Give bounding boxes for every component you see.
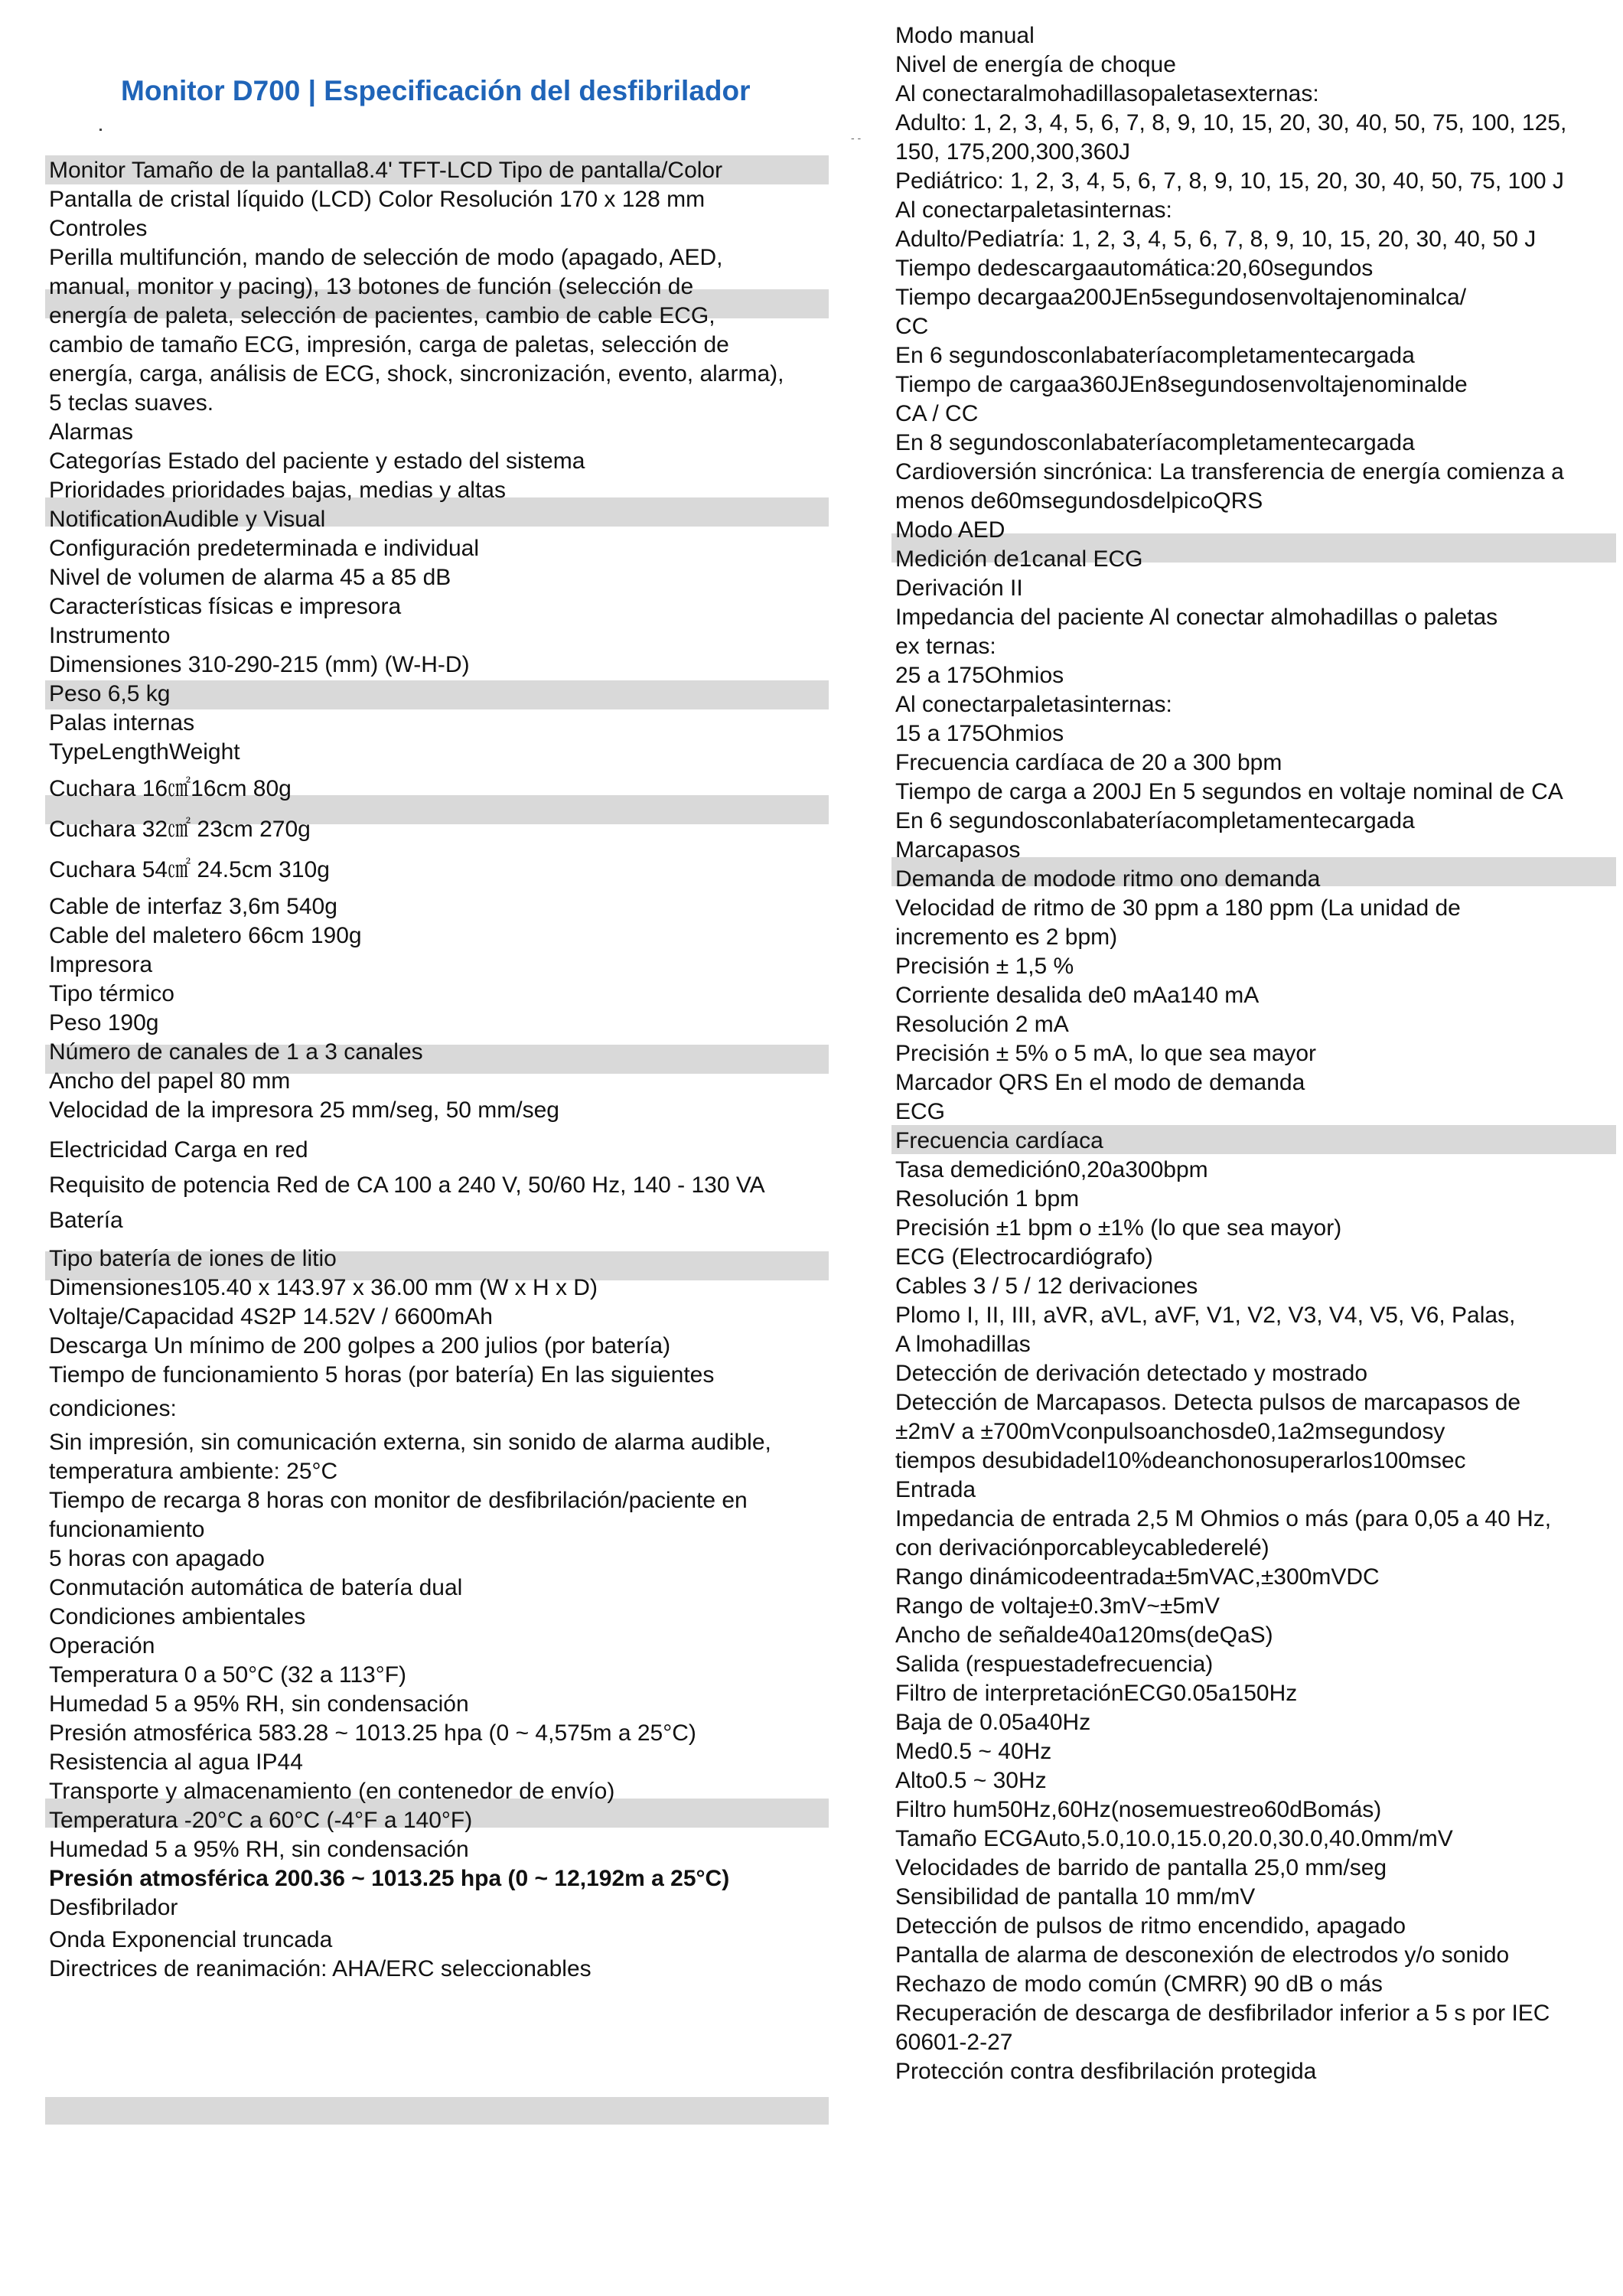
left-spec-line: Ancho del papel 80 mm — [49, 1068, 291, 1094]
right-spec-line: Precisión ± 1,5 % — [895, 954, 1074, 979]
left-spec-line: Cuchara 32㎠ 23cm 270g — [49, 817, 311, 842]
right-spec-line: Impedancia de entrada 2,5 M Ohmios o más (para 0,05 a 40 Hz, — [895, 1506, 1552, 1531]
right-spec-line: Resolución 1 bpm — [895, 1186, 1080, 1212]
right-spec-line: Medición de1canal ECG — [895, 546, 1143, 572]
title-dot — [99, 129, 102, 131]
right-spec-line: Derivación II — [895, 576, 1023, 601]
right-spec-line: ex ternas: — [895, 634, 996, 659]
left-spec-line: TypeLengthWeight — [49, 739, 240, 765]
left-spec-line: Presión atmosférica 200.36 ~ 1013.25 hpa (0 ~ 12,192m a 25°C) — [49, 1866, 730, 1891]
left-spec-line: Onda Exponencial truncada — [49, 1927, 333, 1952]
right-spec-line: Pediátrico: 1, 2, 3, 4, 5, 6, 7, 8, 9, 10, 15, 20, 30, 40, 50, 75, 100 J — [895, 168, 1564, 194]
right-spec-line: Al conectaralmohadillasopaletasexternas: — [895, 81, 1319, 106]
left-spec-line: Alarmas — [49, 419, 134, 445]
right-spec-line: Velocidad de ritmo de 30 ppm a 180 ppm (La unidad de — [895, 895, 1461, 921]
right-spec-line: Tiempo de cargaa360JEn8segundosenvoltajenominalde — [895, 372, 1468, 397]
right-spec-line: ECG (Electrocardiógrafo) — [895, 1244, 1153, 1270]
left-spec-line: Electricidad Carga en red — [49, 1137, 308, 1163]
left-spec-line: Cuchara 54㎠ 24.5cm 310g — [49, 857, 330, 882]
right-spec-line: Modo manual — [895, 23, 1035, 48]
left-spec-line: Dimensiones 310-290-215 (mm) (W-H-D) — [49, 652, 470, 677]
right-spec-line: Filtro de interpretaciónECG0.05a150Hz — [895, 1681, 1298, 1706]
left-spec-line: Características físicas e impresora — [49, 594, 402, 619]
right-spec-line: Alto0.5 ~ 30Hz — [895, 1768, 1047, 1793]
right-spec-line: Cardioversión sincrónica: La transferencia de energía comienza a — [895, 459, 1564, 484]
left-spec-line: temperatura ambiente: 25°C — [49, 1459, 338, 1484]
left-spec-line: 5 teclas suaves. — [49, 390, 214, 416]
right-spec-line: Impedancia del paciente Al conectar almohadillas o paletas — [895, 605, 1498, 630]
right-spec-line: ±2mV a ±700mVconpulsoanchosde0,1a2msegundosy — [895, 1419, 1445, 1444]
left-spec-line: Batería — [49, 1208, 123, 1233]
left-spec-line: Conmutación automática de batería dual — [49, 1575, 463, 1600]
right-spec-line: Filtro hum50Hz,60Hz(nosemuestreo60dBomás) — [895, 1797, 1382, 1822]
right-spec-line: Demanda de modode ritmo ono demanda — [895, 866, 1321, 892]
left-spec-line: Sin impresión, sin comunicación externa, sin sonido de alarma audible, — [49, 1430, 771, 1455]
right-spec-line: Tamaño ECGAuto,5.0,10.0,15.0,20.0,30.0,40.0mm/mV — [895, 1826, 1453, 1851]
right-spec-line: Tiempo decargaa200JEn5segundosenvoltajenominalca/ — [895, 285, 1467, 310]
right-spec-line: Recuperación de descarga de desfibrilador inferior a 5 s por IEC — [895, 2001, 1550, 2026]
right-spec-line: incremento es 2 bpm) — [895, 925, 1118, 950]
right-spec-line: Frecuencia cardíaca — [895, 1128, 1103, 1153]
right-spec-line: Detección de pulsos de ritmo encendido, apagado — [895, 1913, 1406, 1939]
right-spec-line: 150, 175,200,300,360J — [895, 139, 1130, 165]
left-spec-line: Peso 6,5 kg — [49, 681, 171, 706]
left-spec-line: manual, monitor y pacing), 13 botones de función (selección de — [49, 274, 694, 299]
right-spec-line: Pantalla de alarma de desconexión de electrodos y/o sonido — [895, 1942, 1510, 1968]
right-spec-line: CA / CC — [895, 401, 979, 426]
left-spec-line: energía, carga, análisis de ECG, shock, sincronización, evento, alarma), — [49, 361, 784, 386]
right-spec-line: Cables 3 / 5 / 12 derivaciones — [895, 1274, 1198, 1299]
left-spec-line: Temperatura -20°C a 60°C (-4°F a 140°F) — [49, 1808, 473, 1833]
right-spec-line: Med0.5 ~ 40Hz — [895, 1739, 1052, 1764]
right-spec-line: 15 a 175Ohmios — [895, 721, 1064, 746]
right-spec-line: Rango dinámicodeentrada±5mVAC,±300mVDC — [895, 1564, 1380, 1590]
left-spec-line: Prioridades prioridades bajas, medias y altas — [49, 478, 506, 503]
left-spec-line: Impresora — [49, 952, 153, 977]
right-spec-line: Corriente desalida de0 mAa140 mA — [895, 983, 1260, 1008]
left-spec-line: Presión atmosférica 583.28 ~ 1013.25 hpa (0 ~ 4,575m a 25°C) — [49, 1720, 696, 1746]
right-spec-line: Protección contra desfibrilación protegida — [895, 2059, 1317, 2084]
right-spec-line: 25 a 175Ohmios — [895, 663, 1064, 688]
left-spec-line: Monitor Tamaño de la pantalla8.4' TFT-LCD Tipo de pantalla/Color — [49, 158, 723, 183]
right-spec-line: CC — [895, 314, 929, 339]
right-spec-line: menos de60msegundosdelpicoQRS — [895, 488, 1263, 514]
right-spec-line: En 6 segundosconlabateríacompletamentecargada — [895, 808, 1415, 833]
right-spec-line: Resolución 2 mA — [895, 1012, 1069, 1037]
right-spec-line: Tasa demedición0,20a300bpm — [895, 1157, 1208, 1182]
right-spec-line: Velocidades de barrido de pantalla 25,0 mm/seg — [895, 1855, 1387, 1880]
right-spec-line: Frecuencia cardíaca de 20 a 300 bpm — [895, 750, 1282, 775]
right-spec-line: Detección de derivación detectado y mostrado — [895, 1361, 1368, 1386]
right-spec-line: Plomo I, II, III, aVR, aVL, aVF, V1, V2, V3, V4, V5, V6, Palas, — [895, 1303, 1516, 1328]
right-spec-line: 60601-2-27 — [895, 2030, 1013, 2055]
right-spec-line: Detección de Marcapasos. Detecta pulsos de marcapasos de — [895, 1390, 1521, 1415]
left-spec-line: Peso 190g — [49, 1010, 159, 1035]
left-spec-line: Requisito de potencia Red de CA 100 a 240 V, 50/60 Hz, 140 - 130 VA — [49, 1172, 765, 1198]
left-spec-line: Número de canales de 1 a 3 canales — [49, 1039, 423, 1065]
page-title: Monitor D700 | Especificación del desfibrilador — [121, 75, 751, 106]
right-spec-line: Al conectarpaletasinternas: — [895, 692, 1172, 717]
left-spec-line: condiciones: — [49, 1396, 177, 1421]
left-spec-line: Cable del maletero 66cm 190g — [49, 923, 362, 948]
left-spec-line: 5 horas con apagado — [49, 1546, 265, 1571]
right-spec-line: Precisión ±1 bpm o ±1% (lo que sea mayor) — [895, 1215, 1342, 1241]
left-spec-line: Palas internas — [49, 710, 195, 735]
left-spec-line: Instrumento — [49, 623, 171, 648]
right-spec-line: Marcapasos — [895, 837, 1021, 863]
right-spec-line: Adulto: 1, 2, 3, 4, 5, 6, 7, 8, 9, 10, 15, 20, 30, 40, 50, 75, 100, 125, — [895, 110, 1567, 135]
left-spec-line: Operación — [49, 1633, 155, 1658]
right-spec-line: Modo AED — [895, 517, 1005, 543]
left-spec-line: Humedad 5 a 95% RH, sin condensación — [49, 1691, 469, 1717]
right-spec-line: Salida (respuestadefrecuencia) — [895, 1652, 1214, 1677]
left-spec-line: Voltaje/Capacidad 4S2P 14.52V / 6600mAh — [49, 1304, 493, 1329]
left-spec-line: energía de paleta, selección de pacientes, cambio de cable ECG, — [49, 303, 715, 328]
left-spec-line: Descarga Un mínimo de 200 golpes a 200 julios (por batería) — [49, 1333, 671, 1358]
right-spec-line: Tiempo dedescargaautomática:20,60segundos — [895, 256, 1374, 281]
left-spec-line: Controles — [49, 216, 148, 241]
left-spec-line: Pantalla de cristal líquido (LCD) Color Resolución 170 x 128 mm — [49, 187, 706, 212]
right-spec-line: Marcador QRS En el modo de demanda — [895, 1070, 1305, 1095]
right-spec-line: Entrada — [895, 1477, 976, 1502]
right-spec-line: Adulto/Pediatría: 1, 2, 3, 4, 5, 6, 7, 8, 9, 10, 15, 20, 30, 40, 50 J — [895, 227, 1537, 252]
left-spec-line: Perilla multifunción, mando de selección de modo (apagado, AED, — [49, 245, 723, 270]
right-spec-line: Rechazo de modo común (CMRR) 90 dB o más — [895, 1971, 1383, 1997]
left-spec-line: Condiciones ambientales — [49, 1604, 306, 1629]
left-spec-line: NotificationAudible y Visual — [49, 507, 326, 532]
left-spec-line: Desfibrilador — [49, 1895, 178, 1920]
left-spec-line: Configuración predeterminada e individual — [49, 536, 480, 561]
right-spec-line: ECG — [895, 1099, 946, 1124]
right-spec-line: Nivel de energía de choque — [895, 52, 1176, 77]
right-spec-line: Tiempo de carga a 200J En 5 segundos en voltaje nominal de CA — [895, 779, 1563, 804]
right-spec-line: con derivaciónporcableycablederelé) — [895, 1535, 1269, 1561]
left-spec-line: Tipo térmico — [49, 981, 174, 1006]
title-mark: - - — [851, 132, 862, 144]
left-spec-line: cambio de tamaño ECG, impresión, carga de paletas, selección de — [49, 332, 729, 357]
highlight-band — [45, 2097, 829, 2125]
left-spec-line: Directrices de reanimación: AHA/ERC seleccionables — [49, 1956, 592, 1981]
left-spec-line: Cable de interfaz 3,6m 540g — [49, 894, 337, 919]
right-spec-line: Sensibilidad de pantalla 10 mm/mV — [895, 1884, 1256, 1910]
left-spec-line: funcionamiento — [49, 1517, 205, 1542]
left-spec-line: Resistencia al agua IP44 — [49, 1750, 303, 1775]
left-spec-line: Dimensiones105.40 x 143.97 x 36.00 mm (W x H x D) — [49, 1275, 598, 1300]
left-spec-line: Tiempo de funcionamiento 5 horas (por batería) En las siguientes — [49, 1362, 715, 1388]
left-spec-line: Cuchara 16㎠16cm 80g — [49, 776, 292, 801]
left-spec-line: Tiempo de recarga 8 horas con monitor de desfibrilación/paciente en — [49, 1488, 748, 1513]
right-spec-line: Al conectarpaletasinternas: — [895, 197, 1172, 223]
right-spec-line: A lmohadillas — [895, 1332, 1031, 1357]
left-spec-line: Nivel de volumen de alarma 45 a 85 dB — [49, 565, 451, 590]
right-spec-line: Rango de voltaje±0.3mV~±5mV — [895, 1593, 1220, 1619]
left-spec-line: Humedad 5 a 95% RH, sin condensación — [49, 1837, 469, 1862]
right-spec-line: En 8 segundosconlabateríacompletamentecargada — [895, 430, 1415, 455]
right-spec-line: Ancho de señalde40a120ms(deQaS) — [895, 1623, 1273, 1648]
right-spec-line: tiempos desubidadel10%deanchonosuperarlos100msec — [895, 1448, 1466, 1473]
left-spec-line: Temperatura 0 a 50°C (32 a 113°F) — [49, 1662, 407, 1688]
right-spec-line: En 6 segundosconlabateríacompletamentecargada — [895, 343, 1415, 368]
left-spec-line: Tipo batería de iones de litio — [49, 1246, 337, 1271]
left-spec-line: Categorías Estado del paciente y estado del sistema — [49, 448, 585, 474]
right-spec-line: Baja de 0.05a40Hz — [895, 1710, 1091, 1735]
left-spec-line: Velocidad de la impresora 25 mm/seg, 50 mm/seg — [49, 1097, 559, 1123]
left-spec-line: Transporte y almacenamiento (en contenedor de envío) — [49, 1779, 615, 1804]
right-spec-line: Precisión ± 5% o 5 mA, lo que sea mayor — [895, 1041, 1317, 1066]
